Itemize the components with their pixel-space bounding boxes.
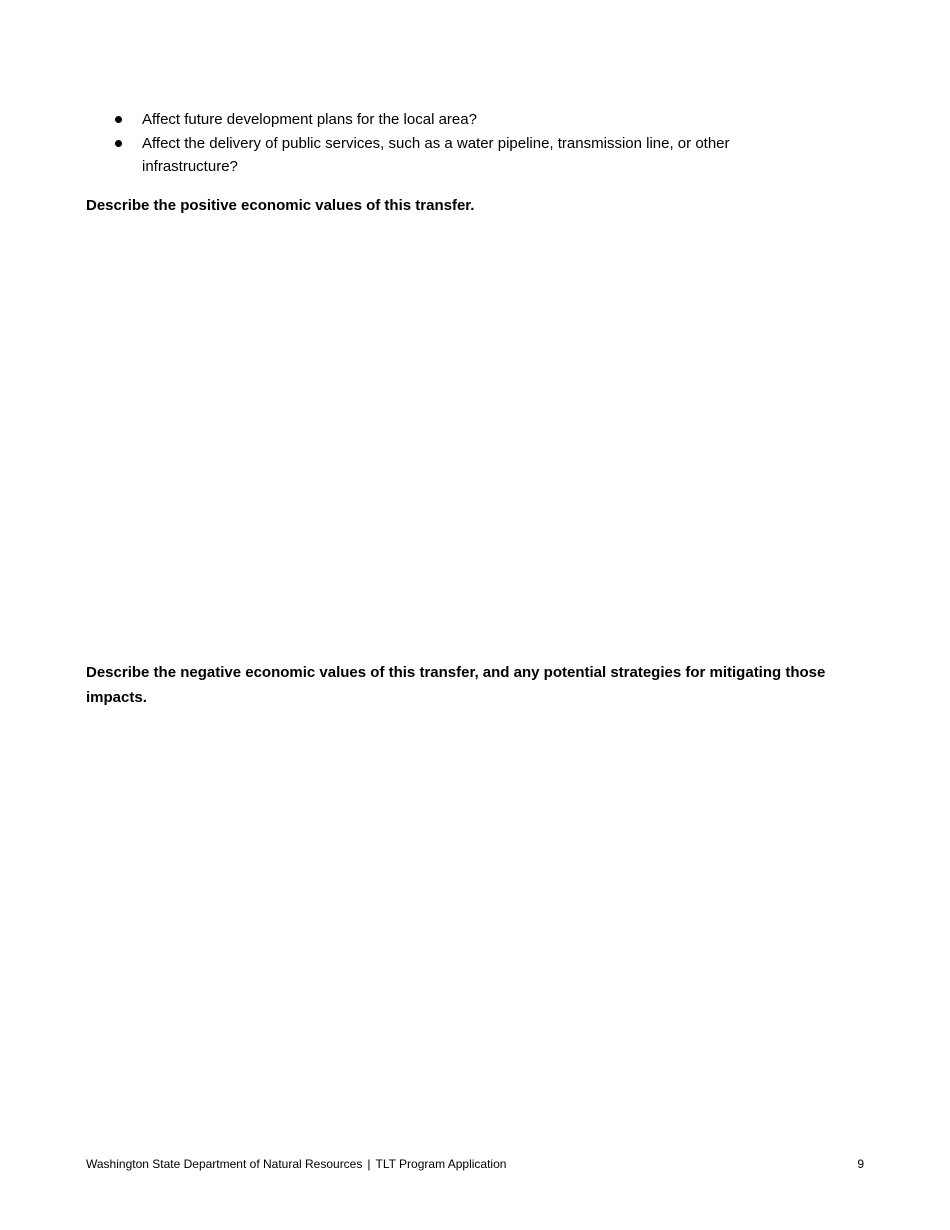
positive-answer-area[interactable] — [86, 222, 864, 652]
footer-organization: Washington State Department of Natural Resources — [86, 1157, 363, 1171]
list-item — [86, 108, 786, 131]
question-positive-heading: Describe the positive economic values of this transfer. — [86, 197, 475, 214]
bullet-text: Affect the delivery of public services, such as a water pipeline, transmission line, or other infrastructure? — [142, 135, 730, 175]
bullet-text: Affect future development plans for the local area? — [142, 111, 477, 128]
page-number: 9 — [857, 1157, 864, 1171]
footer-left — [86, 1156, 506, 1172]
footer-document-title: TLT Program Application — [375, 1157, 507, 1171]
bullet-icon — [115, 140, 122, 147]
footer-separator: | — [367, 1157, 371, 1171]
negative-answer-area[interactable] — [86, 715, 864, 1135]
bullet-list — [86, 108, 786, 179]
list-item — [86, 132, 786, 178]
question-negative-heading: Describe the negative economic values of this transfer, and any potential strategies for mitigating those impacts. — [86, 664, 826, 706]
bullet-icon — [115, 116, 122, 123]
